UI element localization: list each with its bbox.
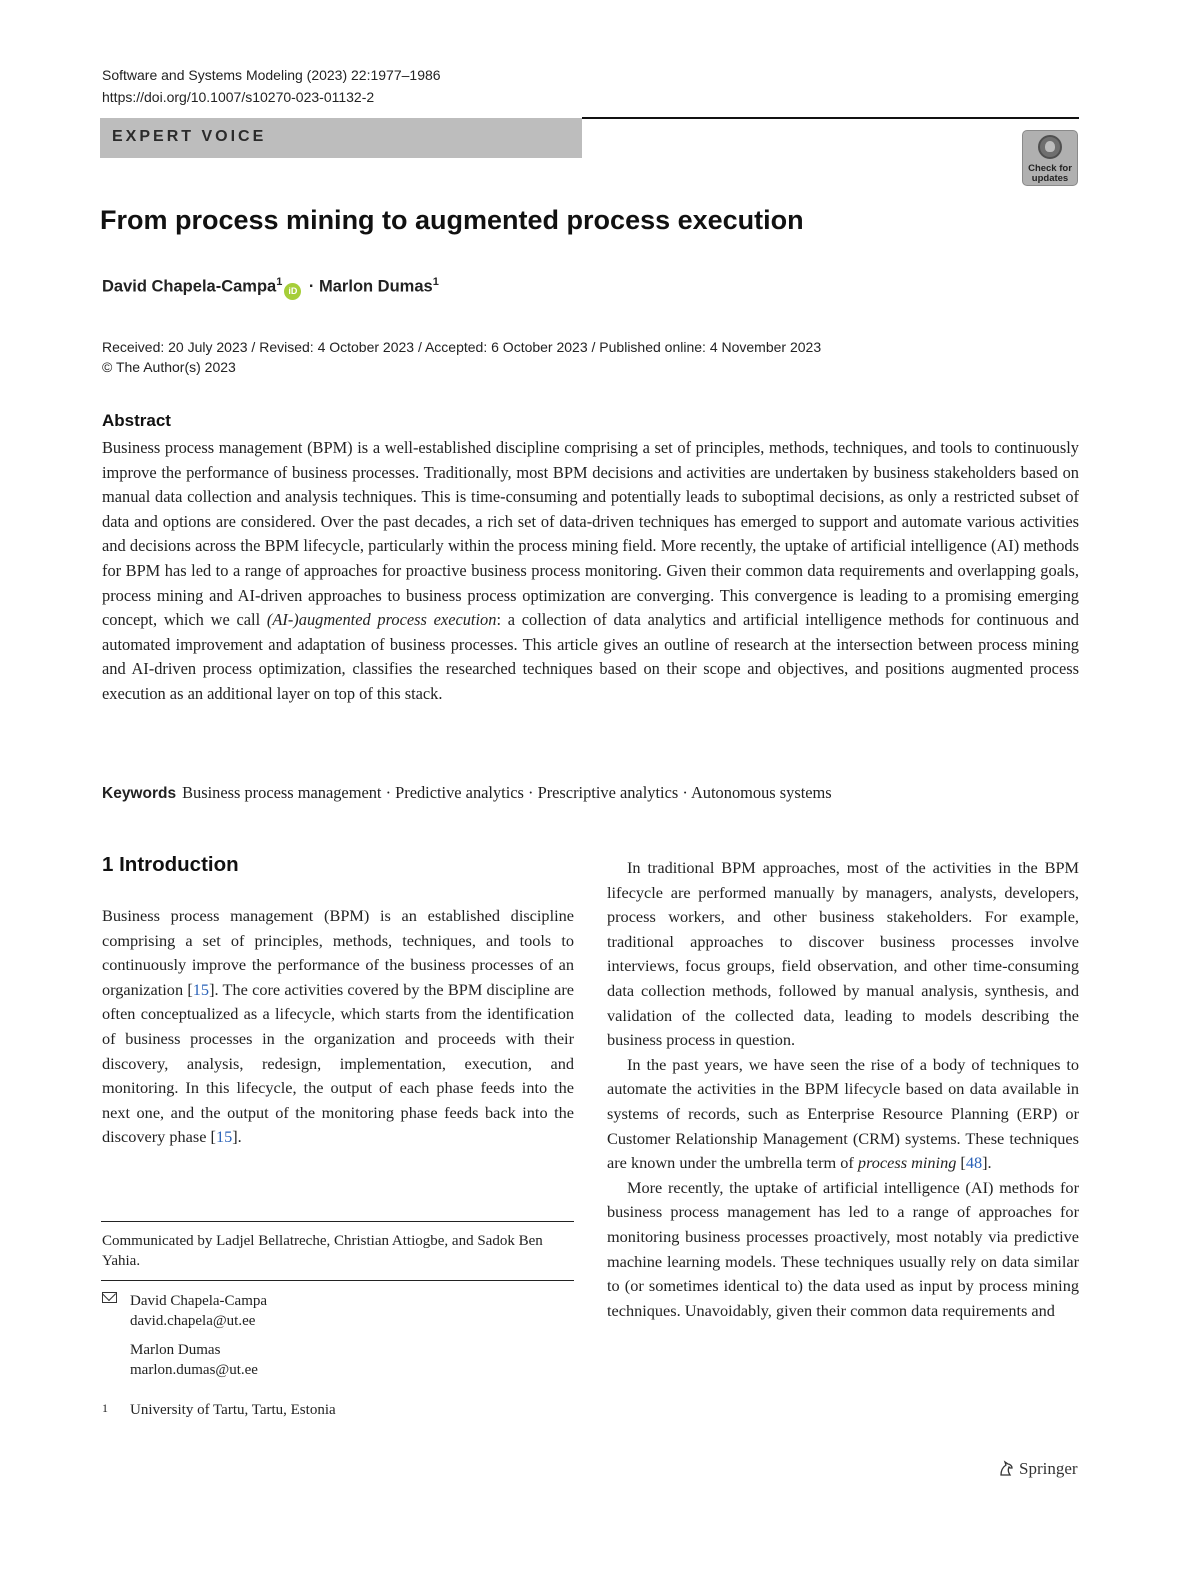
envelope-icon (102, 1292, 117, 1303)
copyright-line: © The Author(s) 2023 (102, 359, 236, 375)
citation-link[interactable]: 15 (192, 979, 210, 999)
contact-email[interactable]: david.chapela@ut.ee (130, 1313, 256, 1329)
emphasis-term: process mining (857, 1153, 957, 1173)
check-updates-label: Check for updates (1028, 163, 1072, 184)
footnote-divider (101, 1221, 574, 1222)
springer-horse-icon (997, 1459, 1015, 1482)
footnote-divider (101, 1280, 574, 1281)
crossmark-icon (1038, 135, 1062, 159)
author-name[interactable]: David Chapela-Campa (102, 277, 277, 296)
category-banner (100, 118, 582, 158)
paragraph: In traditional BPM approaches, most of the activities in the BPM lifecycle are performed manually by managers, analysts, developers, process workers, and other business stakeholders. For example, traditional approaches to discover business processes involve interviews, focus groups, field observation, and other time-consuming data collection methods, followed by manual analysis, synthesis, and validation of the collected data, leading to models describing the business process in question. (607, 858, 1079, 1050)
contact-email[interactable]: marlon.dumas@ut.ee (130, 1362, 258, 1378)
paragraph-text: ]. (232, 1127, 242, 1147)
affiliation-marker: 1 (276, 276, 283, 288)
abstract-term: (AI-)augmented process execution (266, 610, 497, 630)
history-dates: Received: 20 July 2023 / Revised: 4 October 2023 / Accepted: 6 October 2023 / Published online: 4 November 2023 (102, 339, 822, 355)
abstract-text: : a collection of data analytics and artificial intelligence methods for continuous and automated improvement and adaptation of business processes. This article gives an outline of research at the intersection between process mining and AI-driven process optimization, classifies the researched techniques based on their scope and objectives, and positions augmented process execution as an additional layer on top of this stack. (102, 610, 1080, 703)
contact-author-1 (130, 1291, 267, 1331)
paragraph-text: ]. (982, 1153, 992, 1173)
category-label: EXPERT VOICE (112, 128, 267, 145)
abstract-heading: Abstract (102, 411, 171, 430)
article-history (102, 337, 821, 377)
paragraph-text: ]. The core activities covered by the BPM discipline are often conceptualized as a lifecycle, which starts from the identification of business processes in the organization and proceeds with their discovery, analysis, redesign, implementation, execution, and monitoring. In this lifecycle, the output of each phase feeds into the next one, and the output of the monitoring phase feeds back into the discovery phase [ (102, 979, 575, 1147)
article-title: From process mining to augmented process execution (100, 205, 804, 235)
section-heading-introduction: 1 Introduction (102, 853, 239, 876)
journal-header (102, 64, 441, 108)
author-list (102, 276, 439, 300)
publisher-logo (997, 1459, 1078, 1482)
doi-link[interactable]: https://doi.org/10.1007/s10270-023-01132-2 (102, 89, 375, 105)
citation-link[interactable]: 48 (965, 1153, 983, 1173)
keywords-label: Keywords (102, 785, 177, 802)
communicated-by: Communicated by Ladjel Bellatreche, Christian Attiogbe, and Sadok Ben Yahia. (102, 1233, 543, 1269)
journal-citation: Software and Systems Modeling (2023) 22:1977–1986 (102, 67, 441, 83)
keywords (102, 783, 832, 803)
paragraph-text: [ (956, 1153, 966, 1173)
right-column (607, 856, 1079, 1323)
author-separator: · (304, 277, 320, 296)
paragraph (102, 904, 574, 1150)
citation-link[interactable]: 15 (215, 1127, 233, 1147)
paragraph (607, 1053, 1079, 1176)
abstract-body (102, 436, 1079, 707)
orcid-icon[interactable]: iD (284, 283, 301, 300)
affiliation-number: 1 (102, 1401, 108, 1415)
publisher-name: Springer (1019, 1459, 1078, 1478)
paragraph: More recently, the uptake of artificial intelligence (AI) methods for business process management has led to a range of approaches for monitoring business processes proactively, most notably via predictive machine learning models. These techniques usually rely on data similar to (or sometimes identical to) the data used as input by process mining techniques. Unavoidably, given their common data requirements and (607, 1177, 1079, 1320)
author-name[interactable]: Marlon Dumas (319, 277, 433, 296)
contact-name: David Chapela-Campa (130, 1293, 268, 1309)
left-column (102, 904, 574, 1150)
paragraph-text: Business process management (BPM) is an established discipline comprising a set of principles, methods, techniques, and tools to continuously improve the performance of the business processes of an organization [ (102, 906, 574, 999)
abstract-text: Business process management (BPM) is a well-established discipline comprising a set of principles, methods, techniques, and tools to continuously improve the performance of business processes. Traditionally, most BPM decisions and activities are undertaken by business stakeholders based on manual data collection and analysis techniques. This is time-consuming and potentially leads to suboptimal decisions, as only a restricted subset of data and options are considered. Over the past decades, a rich set of data-driven techniques has emerged to support and automate various activities and decisions across the BPM lifecycle, particularly within the process mining field. More recently, the uptake of artificial intelligence (AI) methods for BPM has led to a range of approaches for proactive business process monitoring. Given their common data requirements and overlapping goals, process mining and AI-driven approaches to business process optimization are converging. This convergence is leading to a promising emerging concept, which we call (102, 438, 1079, 630)
contact-name: Marlon Dumas (130, 1342, 221, 1358)
header-rule (582, 117, 1079, 119)
contact-author-2 (130, 1340, 258, 1380)
paragraph-text: In the past years, we have seen the rise of a body of techniques to automate the activities in the BPM lifecycle based on data available in systems of records, such as Enterprise Resource Planning (ERP) or Customer Relationship Management (CRM) systems. These techniques are known under the umbrella term of (607, 1054, 1079, 1173)
check-for-updates-badge[interactable] (1022, 130, 1078, 186)
affiliation: University of Tartu, Tartu, Estonia (130, 1402, 336, 1418)
keywords-list: Business process management · Predictive analytics · Prescriptive analytics · Autonomous systems (182, 783, 832, 802)
affiliation-marker: 1 (432, 276, 439, 288)
